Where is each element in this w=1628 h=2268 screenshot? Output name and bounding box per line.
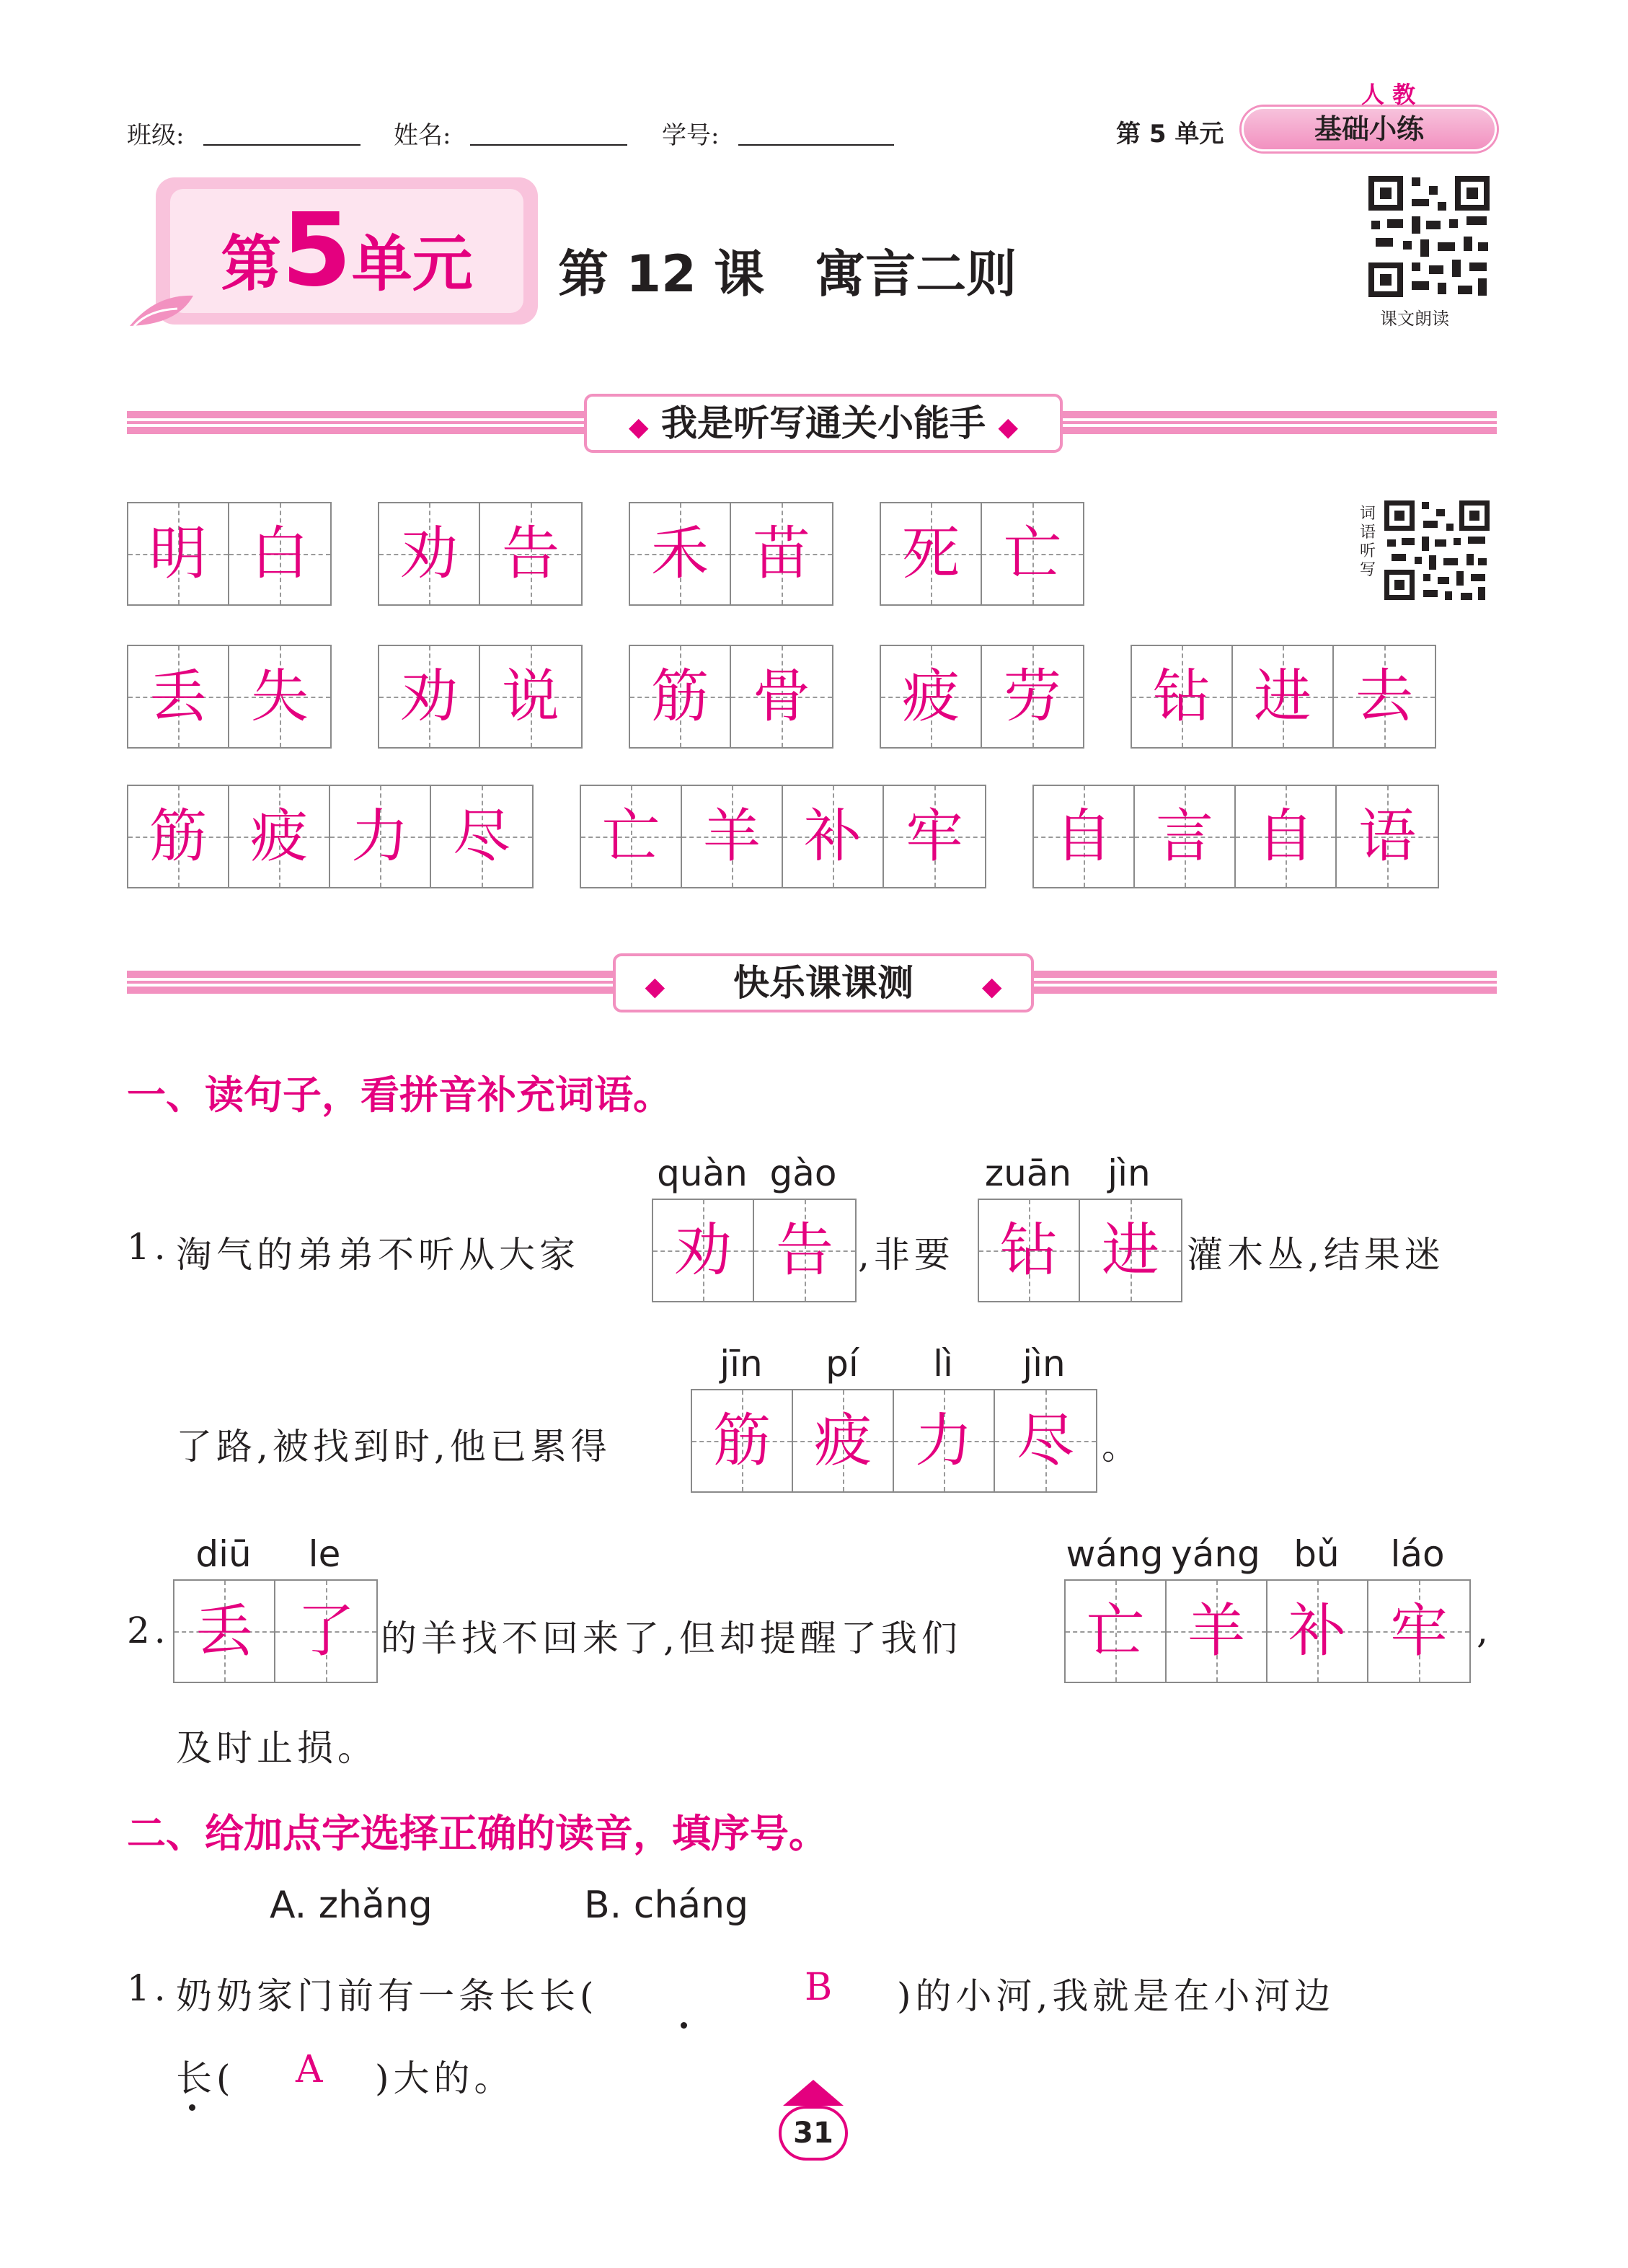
grid-char: 进 <box>1254 663 1311 730</box>
unit-prefix: 第 <box>221 229 282 299</box>
grid-char: 进 <box>1102 1217 1159 1284</box>
pinyin-syllable: pí <box>826 1343 859 1385</box>
grid-char: 告 <box>502 520 559 587</box>
grid-cell[interactable] <box>379 646 480 747</box>
grid-char: 劝 <box>400 520 458 587</box>
section2-banner <box>613 953 1034 1012</box>
grid-char: 劝 <box>674 1217 732 1284</box>
dictation-row-3 <box>127 785 1439 888</box>
unit-suffix: 单元 <box>351 229 473 299</box>
grid-cell[interactable] <box>480 646 581 747</box>
q1-s2-pinyin-1 <box>173 1533 375 1575</box>
name-blank[interactable] <box>470 144 627 146</box>
pinyin-syllable: jìn <box>1107 1152 1151 1194</box>
grid-char: 说 <box>502 663 559 730</box>
page-number: 31 <box>779 2106 848 2161</box>
q2-s1-answer-1[interactable]: B <box>805 1966 833 2009</box>
series-badge-text: 基础小练 <box>1314 113 1424 145</box>
word-box[interactable] <box>880 645 1084 749</box>
grid-cell[interactable] <box>793 1390 894 1491</box>
grid-char: 亡 <box>1087 1597 1144 1664</box>
grid-cell[interactable] <box>692 1390 793 1491</box>
q1-s1-answer-1[interactable] <box>652 1199 857 1302</box>
pinyin-syllable: zuān <box>984 1152 1072 1194</box>
grid-char: 告 <box>776 1217 833 1284</box>
page-number-roof-icon <box>783 2080 844 2106</box>
grid-cell[interactable] <box>731 503 832 604</box>
grid-char: 自 <box>1257 803 1314 870</box>
unit-title <box>170 189 523 313</box>
grid-char: 亡 <box>602 803 660 870</box>
qr-code-text-icon[interactable] <box>1366 173 1492 300</box>
pinyin-syllable: jìn <box>1022 1343 1066 1385</box>
qr-code-words-icon[interactable] <box>1383 499 1491 601</box>
grid-char: 劝 <box>400 663 458 730</box>
grid-cell[interactable] <box>630 503 731 604</box>
grid-char: 苗 <box>753 520 810 587</box>
grid-char: 白 <box>251 520 309 587</box>
grid-cell[interactable] <box>1066 1581 1167 1682</box>
publisher-label: 人 教 <box>1361 81 1416 108</box>
grid-char: 明 <box>149 520 207 587</box>
q1-s1-text-c: 灌木丛,结果迷 <box>1187 1234 1445 1276</box>
section2-title: 快乐课课测 <box>733 962 913 1004</box>
q1-s2-text-b: , <box>1477 1610 1492 1651</box>
unit-tag: 第 5 单元 <box>1116 120 1224 149</box>
grid-cell[interactable] <box>982 646 1083 747</box>
q2-s1-number: 1. <box>127 1967 170 2009</box>
pinyin-syllable: le <box>308 1533 341 1575</box>
grid-char: 劳 <box>1004 663 1061 730</box>
grid-cell[interactable] <box>275 1581 376 1682</box>
q2-option-a: A. zhǎng <box>270 1884 433 1927</box>
pinyin-syllable: lì <box>933 1343 953 1385</box>
name-label: 姓名: <box>394 121 451 150</box>
grid-cell[interactable] <box>881 503 982 604</box>
diamond-icon: ◆ <box>981 972 1002 1002</box>
grid-char: 尽 <box>453 803 510 870</box>
word-box[interactable] <box>880 502 1084 606</box>
grid-cell[interactable] <box>1135 786 1236 887</box>
grid-cell[interactable] <box>128 646 229 747</box>
grid-cell[interactable] <box>1080 1200 1181 1301</box>
q1-s2-pinyin-2 <box>1064 1533 1468 1575</box>
word-box[interactable] <box>127 502 332 606</box>
grid-char: 羊 <box>1187 1597 1245 1664</box>
q2-option-b: B. cháng <box>584 1884 749 1927</box>
word-box[interactable] <box>378 502 583 606</box>
grid-cell[interactable] <box>979 1200 1080 1301</box>
grid-cell[interactable] <box>1334 646 1435 747</box>
word-box[interactable] <box>580 785 986 888</box>
grid-char: 筋 <box>149 803 207 870</box>
grid-cell[interactable] <box>229 786 330 887</box>
diamond-icon: ◆ <box>998 412 1019 442</box>
diamond-icon: ◆ <box>645 972 665 1002</box>
grid-char: 钻 <box>1153 663 1211 730</box>
grid-char: 力 <box>915 1407 973 1474</box>
section1-banner <box>584 394 1063 453</box>
grid-char: 补 <box>1288 1597 1346 1664</box>
q1-s2-text-c: 及时止损。 <box>176 1727 378 1769</box>
grid-cell[interactable] <box>1233 646 1334 747</box>
pinyin-syllable: diū <box>195 1533 252 1575</box>
grid-char: 羊 <box>703 803 761 870</box>
pinyin-syllable: gào <box>769 1152 837 1194</box>
q1-s1-number: 1. <box>127 1226 170 1268</box>
grid-char: 尽 <box>1017 1407 1074 1474</box>
grid-cell[interactable] <box>884 786 985 887</box>
q2-heading: 二、给加点字选择正确的读音，填序号。 <box>127 1811 828 1856</box>
pinyin-syllable: yáng <box>1171 1533 1260 1575</box>
pinyin-syllable: wáng <box>1066 1533 1164 1575</box>
word-box[interactable] <box>378 645 583 749</box>
grid-cell[interactable] <box>379 503 480 604</box>
grid-char: 亡 <box>1004 520 1061 587</box>
grid-char: 筋 <box>651 663 709 730</box>
class-blank[interactable] <box>203 144 360 146</box>
grid-cell[interactable] <box>1368 1581 1469 1682</box>
grid-cell[interactable] <box>881 646 982 747</box>
dictation-row-1 <box>127 502 1084 606</box>
q1-s2-answer-1[interactable] <box>173 1579 378 1683</box>
grid-cell[interactable] <box>581 786 682 887</box>
grid-char: 禾 <box>651 520 709 587</box>
grid-char: 骨 <box>753 663 810 730</box>
q1-s1-pinyin-2 <box>978 1152 1180 1194</box>
grid-cell[interactable] <box>174 1581 275 1682</box>
grid-char: 疲 <box>814 1407 872 1474</box>
grid-cell[interactable] <box>1034 786 1135 887</box>
lesson-title: 第 12 课 寓言二则 <box>558 244 1017 304</box>
grid-char: 力 <box>351 803 409 870</box>
grid-char: 失 <box>251 663 309 730</box>
emphasis-dot <box>681 2022 687 2029</box>
grid-cell[interactable] <box>783 786 884 887</box>
grid-char: 去 <box>1355 663 1413 730</box>
grid-cell[interactable] <box>1236 786 1337 887</box>
leaf-icon <box>127 288 196 332</box>
word-box[interactable] <box>127 645 332 749</box>
grid-cell[interactable] <box>995 1390 1096 1491</box>
q1-s1-pinyin-3 <box>691 1343 1094 1385</box>
grid-cell[interactable] <box>431 786 532 887</box>
grid-char: 钻 <box>1000 1217 1058 1284</box>
pinyin-syllable: quàn <box>657 1152 748 1194</box>
dictation-row-2 <box>127 645 1436 749</box>
pinyin-syllable: bǔ <box>1293 1533 1340 1575</box>
section1-title: 我是听写通关小能手 <box>661 402 986 444</box>
grid-char: 牢 <box>1390 1597 1448 1664</box>
grid-cell[interactable] <box>1337 786 1438 887</box>
q1-heading: 一、读句子，看拼音补充词语。 <box>127 1072 672 1118</box>
word-box[interactable] <box>1131 645 1436 749</box>
grid-cell[interactable] <box>128 503 229 604</box>
grid-cell[interactable] <box>1167 1581 1268 1682</box>
q2-s1-text-c: 长( <box>176 2057 235 2099</box>
grid-char: 牢 <box>906 803 963 870</box>
grid-cell[interactable] <box>894 1390 995 1491</box>
grid-cell[interactable] <box>630 646 731 747</box>
diamond-icon: ◆ <box>628 412 649 442</box>
grid-char: 补 <box>804 803 862 870</box>
emphasis-dot <box>189 2104 195 2111</box>
q1-s1-text-d: 了路,被找到时,他已累得 <box>176 1426 611 1468</box>
grid-cell[interactable] <box>1268 1581 1368 1682</box>
q2-s1-text-a: 奶奶家门前有一条长长( <box>176 1975 598 2017</box>
q2-s1-text-d: )大的。 <box>375 2057 515 2099</box>
grid-cell[interactable] <box>330 786 431 887</box>
q2-s1-text-b: )的小河,我就是在小河边 <box>897 1975 1335 2017</box>
grid-char: 疲 <box>902 663 960 730</box>
q1-s1-text-e: 。 <box>1102 1426 1142 1468</box>
grid-char: 丢 <box>195 1597 253 1664</box>
q1-s1-answer-3[interactable] <box>691 1389 1097 1493</box>
q1-s2-answer-2[interactable] <box>1064 1579 1471 1683</box>
q1-s1-text-a: 淘气的弟弟不听从大家 <box>176 1234 580 1276</box>
grid-cell[interactable] <box>480 503 581 604</box>
grid-cell[interactable] <box>1132 646 1233 747</box>
grid-cell[interactable] <box>229 646 330 747</box>
qr-text-caption: 课文朗读 <box>1380 309 1449 329</box>
grid-cell[interactable] <box>682 786 783 887</box>
class-label: 班级: <box>127 121 185 150</box>
q1-s1-text-b: ,非要 <box>858 1234 955 1276</box>
grid-char: 筋 <box>713 1407 771 1474</box>
grid-char: 疲 <box>250 803 308 870</box>
grid-cell[interactable] <box>731 646 832 747</box>
word-box[interactable] <box>629 645 833 749</box>
word-box[interactable] <box>629 502 833 606</box>
grid-char: 言 <box>1156 803 1213 870</box>
q1-s1-answer-2[interactable] <box>978 1199 1182 1302</box>
pinyin-syllable: láo <box>1390 1533 1445 1575</box>
grid-char: 死 <box>902 520 960 587</box>
unit-number: 5 <box>281 192 352 309</box>
grid-cell[interactable] <box>229 503 330 604</box>
id-label: 学号: <box>662 121 720 150</box>
word-box[interactable] <box>1032 785 1439 888</box>
grid-cell[interactable] <box>754 1200 855 1301</box>
id-blank[interactable] <box>738 144 894 146</box>
qr-words-caption: 词语听写 <box>1360 505 1376 579</box>
grid-char: 语 <box>1358 803 1416 870</box>
q2-s1-answer-2[interactable]: A <box>296 2048 323 2091</box>
q1-s2-number: 2. <box>127 1610 170 1651</box>
grid-cell[interactable] <box>982 503 1083 604</box>
grid-char: 了 <box>297 1597 355 1664</box>
q1-s1-pinyin-1 <box>652 1152 854 1194</box>
grid-char: 自 <box>1055 803 1112 870</box>
grid-cell[interactable] <box>128 786 229 887</box>
grid-cell[interactable] <box>653 1200 754 1301</box>
pinyin-syllable: jīn <box>720 1343 763 1385</box>
word-box[interactable] <box>127 785 534 888</box>
q1-s2-text-a: 的羊找不回来了,但却提醒了我们 <box>381 1618 962 1659</box>
grid-char: 丢 <box>149 663 207 730</box>
